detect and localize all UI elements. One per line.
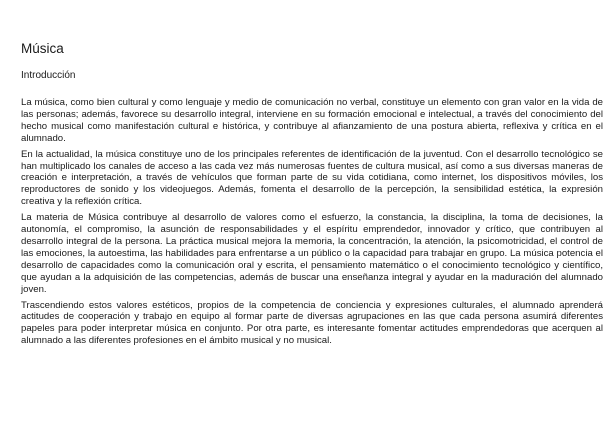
paragraph-1: La música, como bien cultural y como lenguaje y medio de comunicación no verbal, constituye un elemento con gran valor en la vida de las personas; además, favorece su desarrollo integral, interviene en su formación emocional e intelectual, a través del conocimiento del hecho musical como manifestación cultural e histórica, y contribuye al afianzamiento de una postura abierta, reflexiva y crítica en el alumnado. (21, 97, 603, 144)
paragraph-3: La materia de Música contribuye al desarrollo de valores como el esfuerzo, la constancia, la disciplina, la toma de decisiones, la autonomía, el compromiso, la asunción de responsabilidades y el espíritu emprendedor, innovador y crítico, que contribuyen al desarrollo integral de la persona. La práctica musical mejora la memoria, la concentración, la atención, la psicomotricidad, el control de las emociones, la autoestima, las habilidades para enfrentarse a un público o la capacidad para trabajar en grupo. La música potencia el desarrollo de capacidades como la comunicación oral y escrita, el pensamiento matemático o el conocimiento tecnológico y científico, que ayudan a la adquisición de las competencias, además de buscar una enseñanza integral y ayudar en la maduración del alumnado joven. (21, 212, 603, 295)
paragraph-2: En la actualidad, la música constituye uno de los principales referentes de identificación de la juventud. Con el desarrollo tecnológico se han multiplicado los canales de acceso a las cada vez más numerosas fuentes de cultura musical, así como a sus diversas maneras de creación e interpretación, a través de vehículos que forman parte de su vida cotidiana, como internet, los dispositivos móviles, los reproductores de sonido y los videojuegos. Además, fomenta el desarrollo de la percepción, la sensibilidad estética, la expresión creativa y la reflexión crítica. (21, 148, 603, 208)
document-body (21, 97, 603, 351)
section-heading: Introducción (21, 70, 76, 81)
paragraph-4: Trascendiendo estos valores estéticos, propios de la competencia de conciencia y expresiones culturales, el alumnado aprenderá actitudes de cooperación y trabajo en equipo al formar parte de diversas agrupaciones en las que cada persona asumirá diferentes papeles para poder interpretar música en conjunto. Por otra parte, es interesante fomentar actitudes emprendedoras que acerquen al alumnado a las diferentes profesiones en el ámbito musical y no musical. (21, 299, 603, 347)
document-title: Música (21, 41, 64, 56)
